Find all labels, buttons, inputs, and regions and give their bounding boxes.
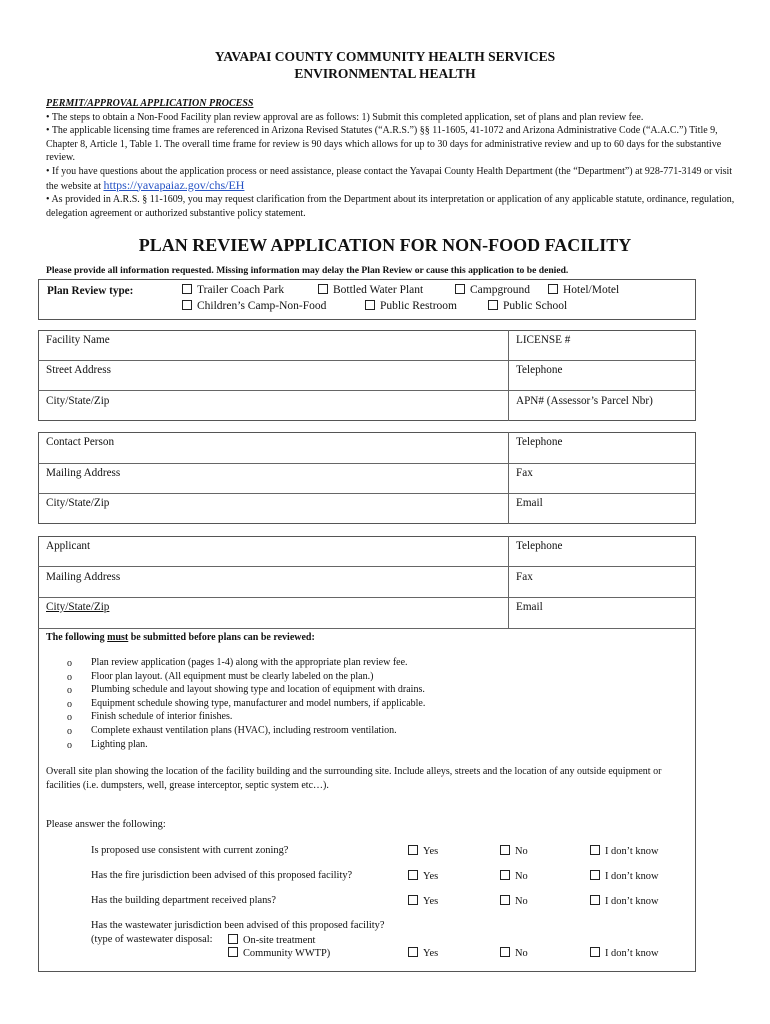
option-public-school[interactable]: Public School bbox=[488, 300, 567, 312]
list-bullet: o bbox=[67, 685, 72, 696]
option-community-wwtp[interactable]: Community WWTP) bbox=[228, 947, 330, 959]
checkbox[interactable] bbox=[590, 895, 600, 905]
checkbox[interactable] bbox=[408, 870, 418, 880]
option-public-restroom[interactable]: Public Restroom bbox=[365, 300, 457, 312]
contact-box bbox=[38, 432, 696, 524]
site-plan-text: Overall site plan showing the location of the facility building and the surrounding site. Include alleys, streets and the location of any outside equipment or facilities (i.e. dumpsters, well, grease interceptor, septic system etc…). bbox=[46, 766, 662, 791]
checkbox[interactable] bbox=[500, 870, 510, 880]
contact-fax-field[interactable]: Fax bbox=[516, 467, 533, 479]
list-bullet: o bbox=[67, 726, 72, 737]
divider bbox=[38, 463, 696, 464]
process-step-2: • The applicable licensing time frames are referenced in Arizona Revised Statutes (“A.R.S.”) §§ 11-1605, 41-1072 and Arizona Administrative Code (“A.A.C.”) Title 9, Chapter 8, Article 1, Table 1. The overall time frame for review is 90 days which allows for up to 30 days for administrative review and up to 60 days for the substantive review. bbox=[46, 125, 722, 164]
question-building: Has the building department received plans? bbox=[91, 895, 276, 906]
requirements-heading: The following must be submitted before plans can be reviewed: bbox=[46, 632, 315, 643]
department-title: ENVIRONMENTAL HEALTH bbox=[294, 66, 476, 81]
contact-mailing-field[interactable]: Mailing Address bbox=[46, 467, 121, 479]
option-childrens-camp[interactable]: Children’s Camp-Non-Food bbox=[182, 300, 326, 312]
checkbox[interactable] bbox=[548, 284, 558, 294]
building-no[interactable]: No bbox=[500, 895, 528, 907]
question-wastewater: Has the wastewater jurisdiction been advised of this proposed facility? bbox=[91, 920, 385, 931]
requirement-item: Complete exhaust ventilation plans (HVAC), including restroom ventilation. bbox=[91, 725, 397, 736]
process-step-1: • The steps to obtain a Non-Food Facility plan review approval are as follows: 1) Submit this completed application, set of plans and plan review fee. bbox=[46, 111, 644, 123]
zoning-unknown[interactable]: I don’t know bbox=[590, 845, 659, 857]
applicant-city-field[interactable]: City/State/Zip bbox=[46, 601, 110, 613]
checkbox[interactable] bbox=[488, 300, 498, 310]
requirement-item: Lighting plan. bbox=[91, 739, 148, 750]
divider bbox=[38, 628, 696, 629]
option-bottled-water-plant[interactable]: Bottled Water Plant bbox=[318, 284, 423, 296]
zoning-no[interactable]: No bbox=[500, 845, 528, 857]
divider bbox=[38, 493, 696, 494]
divider bbox=[508, 536, 509, 628]
fire-no[interactable]: No bbox=[500, 870, 528, 882]
requirement-item: Plumbing schedule and layout showing type and location of equipment with drains. bbox=[91, 684, 425, 695]
facility-name-field[interactable]: Facility Name bbox=[46, 334, 110, 346]
process-section bbox=[46, 97, 736, 220]
divider bbox=[38, 597, 696, 598]
checkbox[interactable] bbox=[408, 895, 418, 905]
checkbox[interactable] bbox=[182, 284, 192, 294]
list-bullet: o bbox=[67, 672, 72, 683]
questions-intro: Please answer the following: bbox=[46, 819, 166, 830]
contact-city-field[interactable]: City/State/Zip bbox=[46, 497, 110, 509]
divider bbox=[38, 360, 696, 361]
checkbox[interactable] bbox=[500, 895, 510, 905]
option-onsite-treatment[interactable]: On-site treatment bbox=[228, 934, 315, 946]
building-yes[interactable]: Yes bbox=[408, 895, 438, 907]
divider bbox=[38, 390, 696, 391]
wastewater-unknown[interactable]: I don’t know bbox=[590, 947, 659, 959]
divider bbox=[508, 330, 509, 421]
wastewater-yes[interactable]: Yes bbox=[408, 947, 438, 959]
checkbox[interactable] bbox=[182, 300, 192, 310]
checkbox[interactable] bbox=[228, 947, 238, 957]
facility-city-field[interactable]: City/State/Zip bbox=[46, 395, 110, 407]
checkbox[interactable] bbox=[455, 284, 465, 294]
list-bullet: o bbox=[67, 658, 72, 669]
checkbox[interactable] bbox=[228, 934, 238, 944]
checkbox[interactable] bbox=[318, 284, 328, 294]
question-fire: Has the fire jurisdiction been advised of this proposed facility? bbox=[91, 870, 353, 881]
form-note: Please provide all information requested. Missing information may delay the Plan Review or cause this application to be denied. bbox=[46, 265, 569, 276]
divider bbox=[38, 566, 696, 567]
street-address-field[interactable]: Street Address bbox=[46, 364, 111, 376]
checkbox[interactable] bbox=[590, 845, 600, 855]
option-trailer-coach-park[interactable]: Trailer Coach Park bbox=[182, 284, 284, 296]
checkbox[interactable] bbox=[500, 845, 510, 855]
checkbox[interactable] bbox=[500, 947, 510, 957]
applicant-fax-field[interactable]: Fax bbox=[516, 571, 533, 583]
requirement-item: Floor plan layout. (All equipment must be clearly labeled on the plan.) bbox=[91, 671, 374, 682]
license-field[interactable]: LICENSE # bbox=[516, 334, 571, 346]
website-link[interactable]: https://yavapaiaz.gov/chs/EH bbox=[103, 177, 245, 192]
fire-yes[interactable]: Yes bbox=[408, 870, 438, 882]
option-campground[interactable]: Campground bbox=[455, 284, 530, 296]
apn-field[interactable]: APN# (Assessor’s Parcel Nbr) bbox=[516, 395, 653, 407]
zoning-yes[interactable]: Yes bbox=[408, 845, 438, 857]
agency-title: YAVAPAI COUNTY COMMUNITY HEALTH SERVICES bbox=[214, 49, 556, 64]
applicant-mailing-field[interactable]: Mailing Address bbox=[46, 571, 121, 583]
wastewater-type-label: (type of wastewater disposal: bbox=[91, 934, 213, 945]
divider bbox=[508, 432, 509, 524]
building-unknown[interactable]: I don’t know bbox=[590, 895, 659, 907]
question-zoning: Is proposed use consistent with current zoning? bbox=[91, 845, 289, 856]
checkbox[interactable] bbox=[408, 947, 418, 957]
process-step-4: • As provided in A.R.S. § 11-1609, you may request clarification from the Department about its interpretation or application of any applicable statute, ordinance, regulation, delegation agreement or authorized substantive policy statement. bbox=[46, 194, 735, 219]
facility-box bbox=[38, 330, 696, 421]
wastewater-no[interactable]: No bbox=[500, 947, 528, 959]
form-title: PLAN REVIEW APPLICATION FOR NON-FOOD FACILITY bbox=[138, 235, 632, 255]
contact-person-field[interactable]: Contact Person bbox=[46, 436, 115, 448]
list-bullet: o bbox=[67, 740, 72, 751]
list-bullet: o bbox=[67, 712, 72, 723]
process-title: PERMIT/APPROVAL APPLICATION PROCESS bbox=[46, 98, 254, 109]
applicant-field[interactable]: Applicant bbox=[46, 540, 91, 552]
applicant-email-field[interactable]: Email bbox=[516, 601, 543, 613]
fire-unknown[interactable]: I don’t know bbox=[590, 870, 659, 882]
requirement-item: Equipment schedule showing type, manufacturer and model numbers, if applicable. bbox=[91, 698, 426, 709]
requirement-item: Plan review application (pages 1-4) along with the appropriate plan review fee. bbox=[91, 657, 408, 668]
checkbox[interactable] bbox=[365, 300, 375, 310]
contact-telephone-field[interactable]: Telephone bbox=[516, 436, 563, 448]
requirement-item: Finish schedule of interior finishes. bbox=[91, 711, 233, 722]
applicant-telephone-field[interactable]: Telephone bbox=[516, 540, 563, 552]
plan-review-type-label: Plan Review type: bbox=[47, 285, 134, 297]
checkbox[interactable] bbox=[408, 845, 418, 855]
checkbox[interactable] bbox=[590, 947, 600, 957]
facility-telephone-field[interactable]: Telephone bbox=[516, 364, 563, 376]
process-step-3-text: • If you have questions about the application process or need assistance, please contact the Yavapai County Health Department (the “Department”) at 928-771-3149 or visit the website at bbox=[46, 165, 733, 192]
checkbox[interactable] bbox=[590, 870, 600, 880]
option-hotel-motel[interactable]: Hotel/Motel bbox=[548, 284, 619, 296]
list-bullet: o bbox=[67, 699, 72, 710]
process-step-3 bbox=[46, 165, 736, 193]
contact-email-field[interactable]: Email bbox=[516, 497, 543, 509]
